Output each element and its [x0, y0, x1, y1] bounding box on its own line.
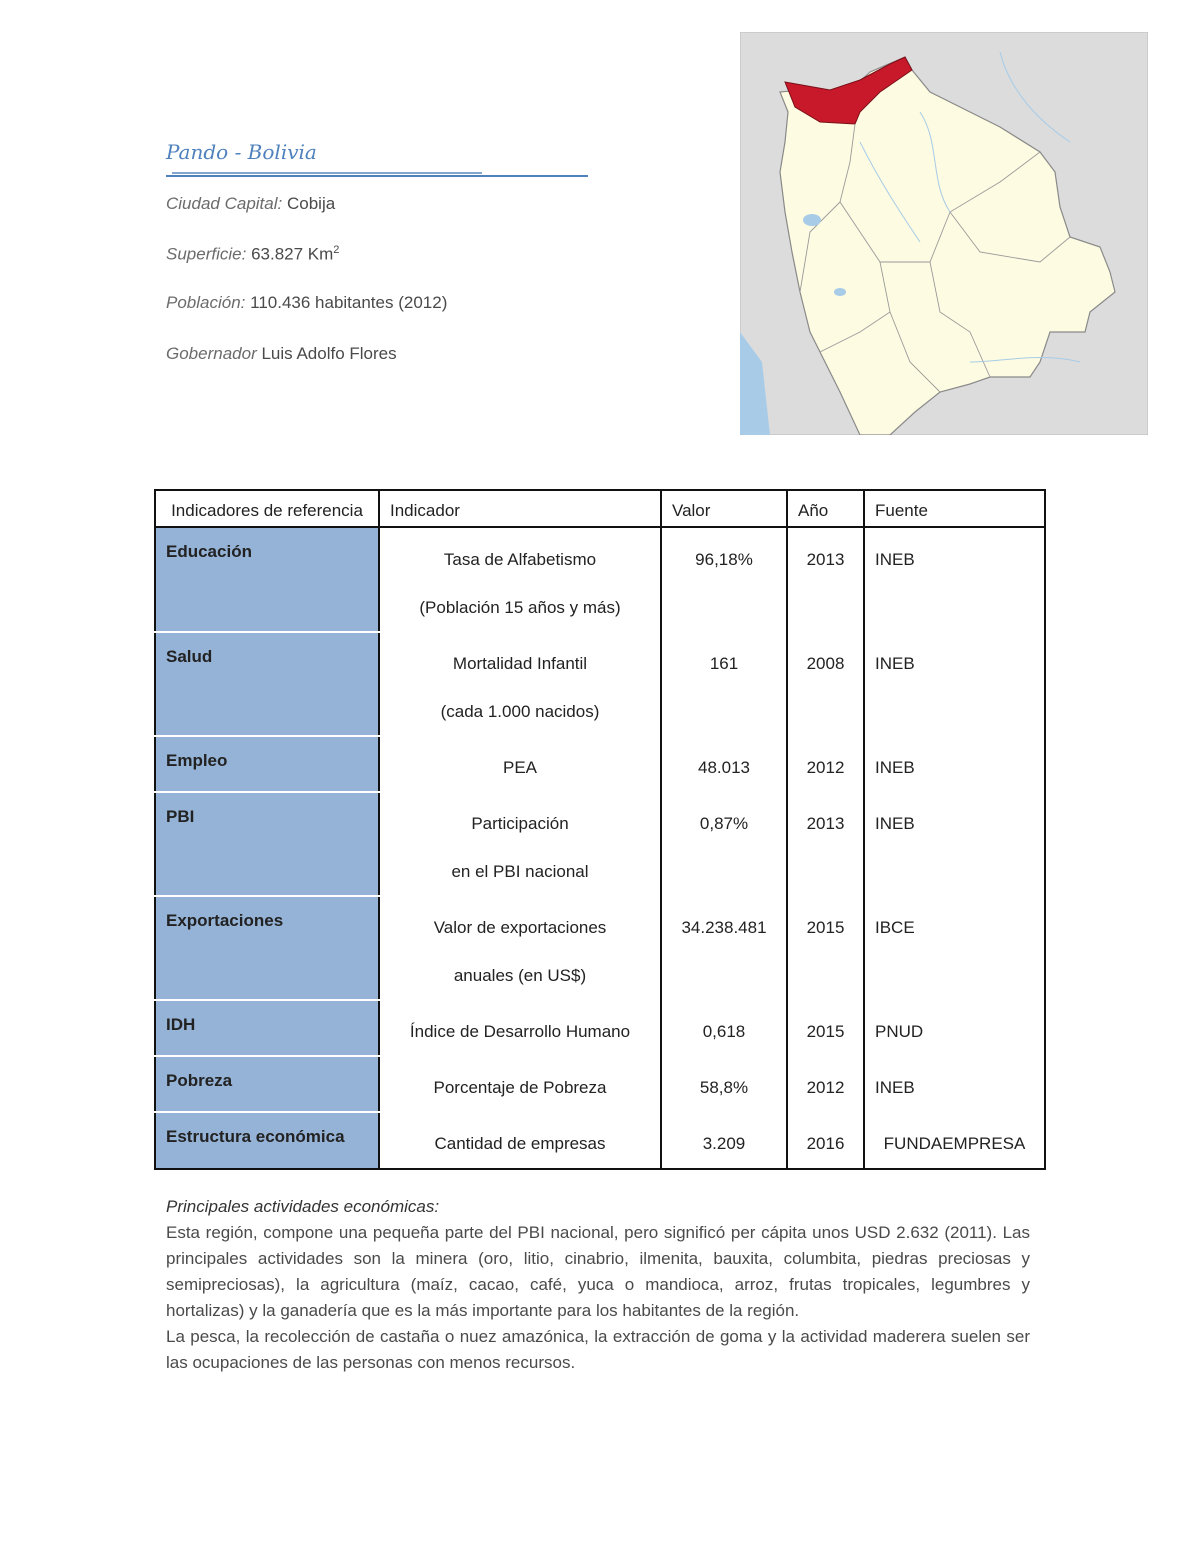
population-value: 110.436 habitantes (2012)	[250, 293, 448, 312]
indicator-line: PEA	[502, 758, 538, 777]
governor-label: Gobernador	[166, 344, 257, 363]
header-cell: Fuente	[864, 490, 1045, 527]
activities-paragraph: La pesca, la recolección de castaña o nuez amazónica, la extracción de goma y la actividad maderera suelen ser las ocupaciones de las personas con menos recursos.	[166, 1327, 1030, 1372]
source-cell: INEB	[864, 736, 1045, 792]
indicators-table	[154, 489, 1046, 1170]
source-cell: INEB	[864, 792, 1045, 896]
table-row	[155, 527, 1045, 632]
capital-line	[166, 194, 335, 214]
bolivia-locator-map	[740, 32, 1148, 435]
table-header-row	[155, 490, 1045, 527]
source-cell: INEB	[864, 1056, 1045, 1112]
header-cell: Valor	[661, 490, 787, 527]
year-cell: 2008	[787, 632, 864, 736]
indicator-line: Cantidad de empresas	[434, 1134, 606, 1153]
category-cell: Educación	[155, 527, 379, 632]
activities-paragraph: Esta región, compone una pequeña parte del PBI nacional, pero significó per cápita unos USD 2.632 (2011). Las principales actividades son la minera (oro, litio, cinabrio, ilmenita, bauxita, columbita, piedras preciosas y semipreciosas), la agricultura (maíz, cacao, café, yuca o mandioca, arroz, frutas tropicales, legumbres y hortalizas) y la ganadería que es la más importante para los habitantes de la región.	[166, 1223, 1030, 1320]
population-line	[166, 293, 447, 313]
title-underline	[166, 175, 588, 177]
header-cell: Indicadores de referencia	[155, 490, 379, 527]
table-row	[155, 1000, 1045, 1056]
indicator-line: Valor de exportaciones	[433, 918, 607, 937]
population-label: Población:	[166, 293, 246, 312]
category-cell: Empleo	[155, 736, 379, 792]
table-row	[155, 1056, 1045, 1112]
surface-label: Superficie:	[166, 244, 247, 264]
category-cell: Pobreza	[155, 1056, 379, 1112]
governor-value: Luis Adolfo Flores	[261, 344, 397, 363]
category-cell: Salud	[155, 632, 379, 736]
year-cell: 2015	[787, 1000, 864, 1056]
value-cell: 34.238.481	[661, 896, 787, 1000]
table-row	[155, 736, 1045, 792]
capital-label: Ciudad Capital:	[166, 194, 283, 213]
indicator-cell	[379, 792, 661, 896]
header-cell: Año	[787, 490, 864, 527]
page-title: Pando - Bolivia	[166, 140, 317, 164]
indicator-line: (Población 15 años y más)	[419, 598, 621, 617]
value-cell: 96,18%	[661, 527, 787, 632]
table-row	[155, 896, 1045, 1000]
capital-value: Cobija	[286, 194, 336, 213]
indicator-line: Participación	[471, 814, 569, 833]
source-cell: INEB	[864, 527, 1045, 632]
year-cell: 2016	[787, 1112, 864, 1169]
year-cell: 2012	[787, 736, 864, 792]
activities-section	[166, 1194, 1030, 1376]
title-underline-short	[172, 172, 482, 174]
header-cell: Indicador	[379, 490, 661, 527]
indicator-cell	[379, 1000, 661, 1056]
category-cell: Exportaciones	[155, 896, 379, 1000]
indicator-cell	[379, 1056, 661, 1112]
value-cell: 58,8%	[661, 1056, 787, 1112]
table-row	[155, 792, 1045, 896]
indicator-cell	[379, 736, 661, 792]
governor-line	[166, 344, 397, 364]
surface-sup: 2	[333, 244, 340, 256]
year-cell: 2013	[787, 527, 864, 632]
category-cell: Estructura económica	[155, 1112, 379, 1169]
indicator-cell	[379, 527, 661, 632]
value-cell: 0,618	[661, 1000, 787, 1056]
year-cell: 2015	[787, 896, 864, 1000]
value-cell: 3.209	[661, 1112, 787, 1169]
source-cell: IBCE	[864, 896, 1045, 1000]
indicator-cell	[379, 632, 661, 736]
indicator-line: en el PBI nacional	[451, 862, 589, 881]
year-cell: 2012	[787, 1056, 864, 1112]
value-cell: 48.013	[661, 736, 787, 792]
category-cell: PBI	[155, 792, 379, 896]
table-row	[155, 1112, 1045, 1169]
indicator-line: Mortalidad Infantil	[452, 654, 588, 673]
source-cell: PNUD	[864, 1000, 1045, 1056]
indicator-line: Índice de Desarrollo Humano	[409, 1022, 631, 1041]
activities-heading: Principales actividades económicas:	[166, 1197, 440, 1216]
value-cell: 161	[661, 632, 787, 736]
indicator-cell	[379, 1112, 661, 1169]
indicator-line: (cada 1.000 nacidos)	[440, 702, 600, 721]
value-cell: 0,87%	[661, 792, 787, 896]
category-cell: IDH	[155, 1000, 379, 1056]
indicator-line: Porcentaje de Pobreza	[433, 1078, 607, 1097]
indicator-line: anuales (en US$)	[453, 966, 587, 985]
indicator-line: Tasa de Alfabetismo	[443, 550, 597, 569]
source-cell: INEB	[864, 632, 1045, 736]
indicator-cell	[379, 896, 661, 1000]
surface-value: 63.827 Km	[251, 244, 334, 264]
source-cell: FUNDAEMPRESA	[864, 1112, 1045, 1169]
table-row	[155, 632, 1045, 736]
surface-line	[166, 244, 339, 265]
year-cell: 2013	[787, 792, 864, 896]
